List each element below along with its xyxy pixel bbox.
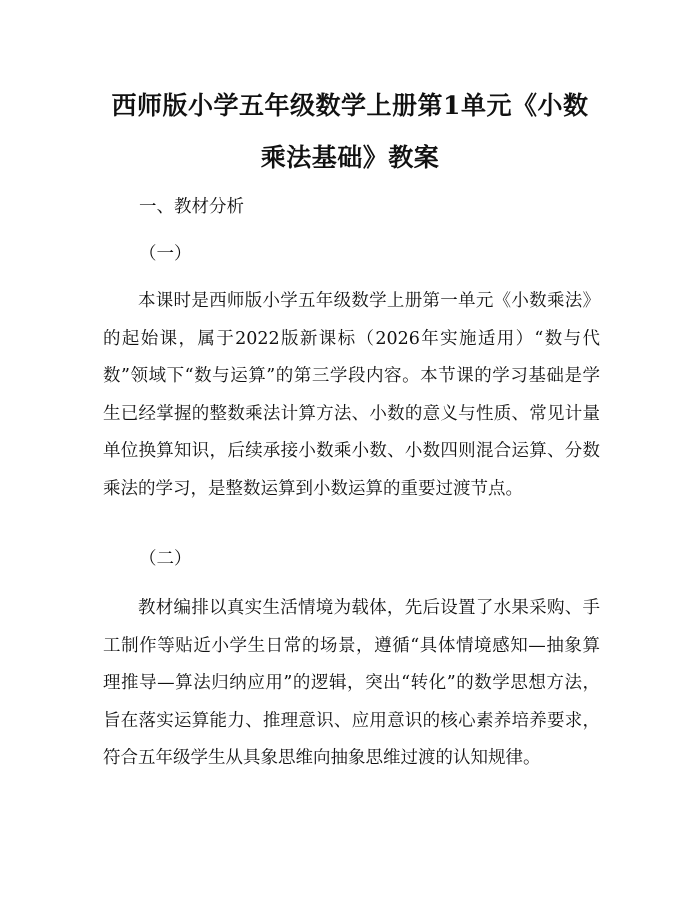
- subsection-heading-1: （一）: [139, 244, 192, 264]
- body-paragraph-2: 教材编排以真实生活情境为载体，先后设置了水果采购、手工制作等贴近小学生日常的场景，遵循“具体情境感知—抽象算理推导—算法归纳应用”的逻辑，突出“转化”的数学思想方法，旨在落实运算能力、推理意识、应用意识的核心素养培养要求，符合五年级学生从具象思维向抽象思维过渡的认知规律。: [103, 598, 600, 768]
- document-title-line-2: 乘法基础》教案: [260, 143, 440, 172]
- subsection-heading-2: （二）: [139, 549, 192, 569]
- body-paragraph-1: 本课时是西师版小学五年级数学上册第一单元《小数乘法》的起始课，属于2022版新课标（2026年实施适用）“数与代数”领域下“数与运算”的第三学段内容。本节课的学习基础是学生已经掌握的整数乘法计算方法、小数的意义与性质、常见计量单位换算知识，后续承接小数乘小数、小数四则混合运算、分数乘法的学习，是整数运算到小数运算的重要过渡节点。: [103, 291, 600, 499]
- section-heading: 一、教材分析: [139, 197, 244, 217]
- document-title-line-1: 西师版小学五年级数学上册第1单元《小数: [111, 91, 589, 120]
